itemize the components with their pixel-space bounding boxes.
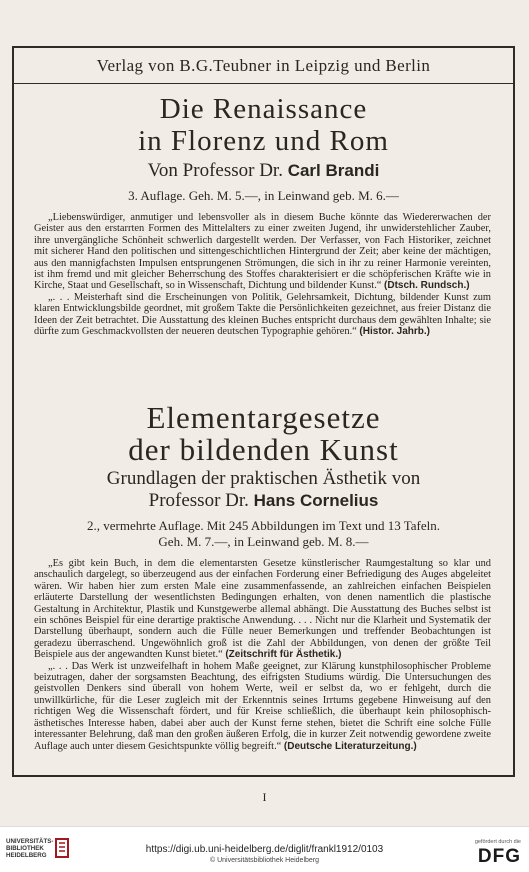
library-logo-text[interactable]: UNIVERSITÄTS- BIBLIOTHEK HEIDELBERG <box>6 838 54 860</box>
book2-title-line1: Elementargesetze <box>146 400 381 435</box>
review-text: „Liebenswürdiger, anmutiger und lebensvoller als in diesem Buche könnte das Wiedererwachen der Geister aus den erstarrten Formen des Mittelalters zu einer zweiten Jugend, ihr unwiderstehlicher Zauber, ihre unvergängliche Schönheit schwerlich dargestellt werden. Der Verfasser, von Fach Historiker, zeichnet mit sicherer Hand den politischen und sittengeschichtlichen Hintergrund der Zeit; aber keine der mächtigen, aus den mannigfachsten Impulsen entsprungenen Strömungen, die sich in ihr zu reiner Harmonie vereinten, ist ihm fremd und mit gleicher Beherrschung des Stoffes charakterisiert er die schöpferischen Kräfte wie in Kirche, Staat und Gesellschaft, so in Wissenschaft, Dichtung und bildender Kunst.“ <box>34 212 491 292</box>
review-quote <box>34 292 491 338</box>
book2-author-name: Hans Cornelius <box>253 491 379 510</box>
review-text: „. . . Das Werk ist unzweifelhaft in hohem Maße geeignet, zur Klärung kunstphilosophischer Probleme beizutragen, daher der sorgsamsten Beachtung, des eifrigsten Studiums würdig. Die Untersuchungen des geistvollen Denkers sind überall von hohem Werte, weil er selbst da, wo er fehlgeht, durch die unwillkürliche, für die Leser zugleich mit der Erkenntnis seines Irrtums gegebene Hinweisung auf den richtigen Weg die Wissenschaft fördert, und für Kreise schließlich, die überhaupt kein philosophisch-ästhetisches Interesse haben, dabei aber auch der Kunst ferne stehen, bietet die Schrift eine solche Fülle interessanter Belehrung, daß man den großen äußeren Erfolg, die in kurzer Zeit notwendig gewordene zweite Auflage auch unter diesem Gesichtspunkte völlig begreift.“ <box>34 660 491 752</box>
book1-author <box>14 160 513 182</box>
book2-author-prefix: Professor Dr. <box>148 490 249 511</box>
book1-title-line2: in Florenz und Rom <box>138 125 389 157</box>
book2-edition-line2: Geh. M. 7.—, in Leinwand geb. M. 8.— <box>158 534 369 549</box>
permalink-url[interactable]: https://digi.ub.uni-heidelberg.de/diglit/frankl1912/0103 <box>145 844 384 855</box>
review-source: (Zeitschrift für Ästhetik.) <box>225 649 342 661</box>
book2-title-line2: der bildenden Kunst <box>128 432 399 467</box>
review-source: (Deutsche Literaturzeitung.) <box>283 740 417 752</box>
book1-author-prefix: Von Professor Dr. <box>147 160 283 181</box>
book2-edition-line1: 2., vermehrte Auflage. Mit 245 Abbildungen im Text und 13 Tafeln. <box>87 518 440 533</box>
review-source: (Histor. Jahrb.) <box>359 326 430 338</box>
review-quote <box>34 212 491 292</box>
funding-label: gefördert durch die <box>474 839 521 845</box>
review-quote <box>34 558 491 661</box>
book1-edition: 3. Auflage. Geh. M. 5.—, in Leinwand geb. M. 6.— <box>128 188 399 203</box>
book2-reviews <box>34 558 491 752</box>
copyright-text: © Universitätsbibliothek Heidelberg <box>209 857 320 864</box>
review-text: „. . . Meisterhaft sind die Erscheinungen von Politik, Gelehrsamkeit, Dichtung, bildender Kunst zum klaren Entwicklungsbilde geordnet, mit großem Takte die Persönlichkeiten gezeichnet, aus freier Distanz die Ideen der Zeit betrachtet. Die Ausstattung des kleinen Buches entspricht durchaus dem gewählten Inhalte; sie dürfte zum Geschmackvollsten der neueren deutschen Typographie gehören.“ <box>34 291 491 338</box>
viewer-footer <box>0 826 529 872</box>
page-number: I <box>262 790 267 804</box>
book2-subtitle: Grundlagen der praktischen Ästhetik von <box>106 468 421 489</box>
book1-author-name: Carl Brandi <box>287 161 380 180</box>
advertisement-frame <box>12 46 515 777</box>
publisher-header: Verlag von B.G.Teubner in Leipzig und Berlin <box>14 48 513 84</box>
review-text: „Es gibt kein Buch, in dem die elementarsten Gesetze künstlerischer Raumgestaltung so klar und anschaulich dargelegt, so überzeugend aus der einfachen Forderung einer Befriedigung des Auges abgeleitet wären. Wir haben hier zum ersten Male eine zusammenfassende, an zahlreichen einfachen Beispielen erläuterte Darstellung der wesentlichsten Bedingungen erhalten, von denen namentlich die plastische Gestaltung in Architektur, Plastik und Kunstgewerbe allemal abhängt. Die Ausstattung des Buches selbst ist ein schönes Beispiel für eine derartige praktische Anwendung. . . . Nicht nur die Klarheit und Systematik der Darstellung überhaupt, sondern auch die Fülle neuer Bemerkungen und treffender Beobachtungen ist geradezu überraschend. Ungewöhnlich groß ist die Zahl der Abbildungen, von denen der größte Teil Beispiele aus der angewandten Kunst bietet.“ <box>34 558 491 661</box>
book1-reviews <box>34 212 491 337</box>
dfg-logo[interactable]: DFG <box>477 846 521 867</box>
book2-author <box>14 490 513 512</box>
book1-title-line1: Die Renaissance <box>159 93 368 125</box>
review-source: (Dtsch. Rundsch.) <box>384 280 470 292</box>
review-quote <box>34 661 491 752</box>
